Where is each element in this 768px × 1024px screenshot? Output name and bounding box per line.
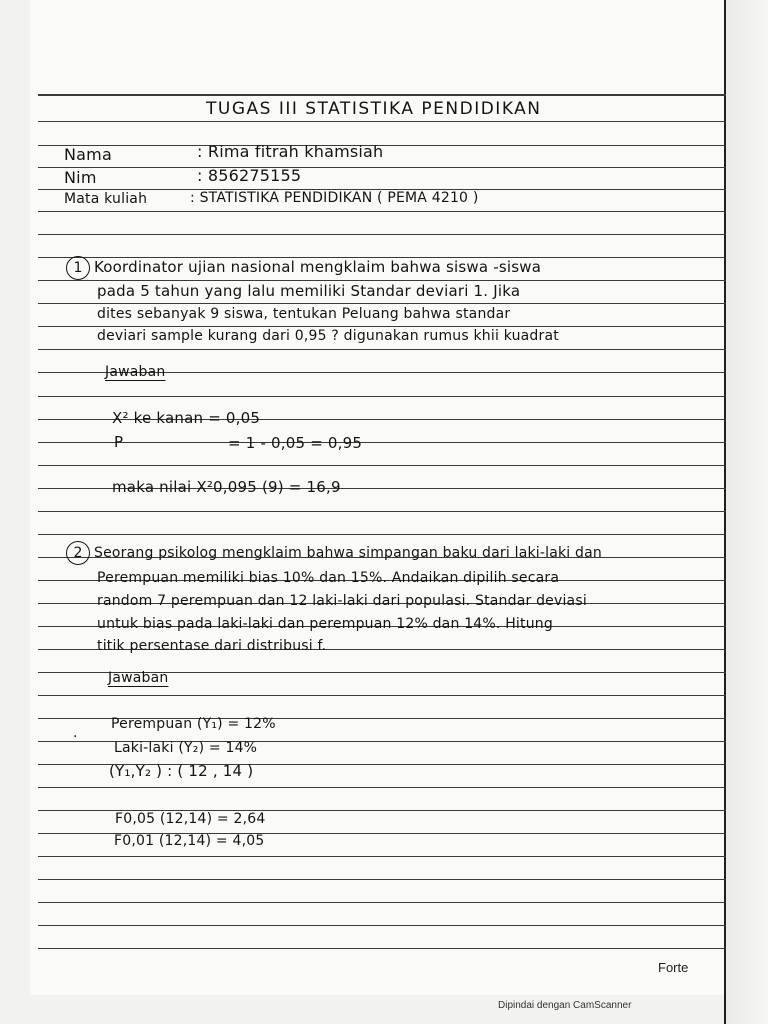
answer-2-line-5: F0,01 (12,14) = 4,05 xyxy=(114,833,265,849)
matkul-value: : STATISTIKA PENDIDIKAN ( PEMA 4210 ) xyxy=(190,190,479,206)
rule-line xyxy=(38,534,726,535)
rule-line xyxy=(38,465,726,466)
answer-1-p-label: P xyxy=(114,433,124,451)
answer-2-line-1: Perempuan (Y₁) = 12% xyxy=(111,716,276,732)
rule-line xyxy=(38,326,726,327)
answer-2-line-3: (Y₁,Y₂ ) : ( 12 , 14 ) xyxy=(109,762,254,780)
question-1-line-1 xyxy=(66,256,541,280)
answer-2-line-4: F0,05 (12,14) = 2,64 xyxy=(115,811,266,827)
answer-1-p-value: = 1 - 0,05 = 0,95 xyxy=(228,434,363,452)
question-1-line-4: deviari sample kurang dari 0,95 ? digunakan rumus khii kuadrat xyxy=(97,328,559,344)
rule-line xyxy=(38,234,726,235)
rule-line xyxy=(38,280,726,281)
answer-1-line-1: X² ke kanan = 0,05 xyxy=(112,409,261,427)
question-number-1: 1 xyxy=(66,256,90,280)
answer-1-heading: Jawaban xyxy=(105,364,166,380)
rule-line xyxy=(38,94,726,96)
rule-line xyxy=(38,925,726,926)
question-2-line-3: random 7 perempuan dan 12 laki-laki dari populasi. Standar deviasi xyxy=(97,593,587,609)
rule-line xyxy=(38,211,726,212)
rule-line xyxy=(38,787,726,788)
rule-line xyxy=(38,442,726,443)
rule-line xyxy=(38,121,726,122)
question-2-line-2: Perempuan memiliki bias 10% dan 15%. Andaikan dipilih secara xyxy=(97,570,560,586)
question-1-text: Koordinator ujian nasional mengklaim bahwa siswa -siswa xyxy=(94,258,542,276)
notebook-brand: Forte xyxy=(658,960,689,975)
rule-line xyxy=(38,879,726,880)
rule-line xyxy=(38,695,726,696)
nim-label: Nim xyxy=(64,168,97,187)
question-1-line-3: dites sebanyak 9 siswa, tentukan Peluang bahwa standar xyxy=(97,306,511,322)
rule-line xyxy=(38,856,726,857)
answer-2-line-2: Laki-laki (Y₂) = 14% xyxy=(114,740,258,756)
rule-line xyxy=(38,396,726,397)
nama-value: : Rima fitrah khamsiah xyxy=(197,142,384,161)
question-2-text: Seorang psikolog mengklaim bahwa simpangan baku dari laki-laki dan xyxy=(94,545,602,561)
rule-line xyxy=(38,902,726,903)
bullet-mark: · xyxy=(73,729,78,745)
page-edge xyxy=(724,0,768,1024)
rule-line xyxy=(38,303,726,304)
page-title: TUGAS III STATISTIKA PENDIDIKAN xyxy=(206,99,542,119)
rule-line xyxy=(38,948,726,949)
rule-line xyxy=(38,167,726,168)
matkul-label: Mata kuliah xyxy=(64,191,148,207)
question-2-line-5: titik persentase dari distribusi f. xyxy=(97,638,327,654)
question-1-line-2: pada 5 tahun yang lalu memiliki Standar deviari 1. Jika xyxy=(97,282,521,300)
question-2-line-4: untuk bias pada laki-laki dan perempuan 12% dan 14%. Hitung xyxy=(97,616,553,632)
rule-line xyxy=(38,349,726,350)
rule-line xyxy=(38,511,726,512)
answer-1-result: maka nilai X²0,095 (9) = 16,9 xyxy=(112,478,341,496)
nama-label: Nama xyxy=(64,145,112,164)
answer-2-heading: Jawaban xyxy=(108,670,169,686)
question-2-line-1 xyxy=(66,541,602,565)
nim-value: : 856275155 xyxy=(197,166,302,185)
question-number-2: 2 xyxy=(66,541,90,565)
scanner-watermark: Dipindai dengan CamScanner xyxy=(498,1000,632,1011)
